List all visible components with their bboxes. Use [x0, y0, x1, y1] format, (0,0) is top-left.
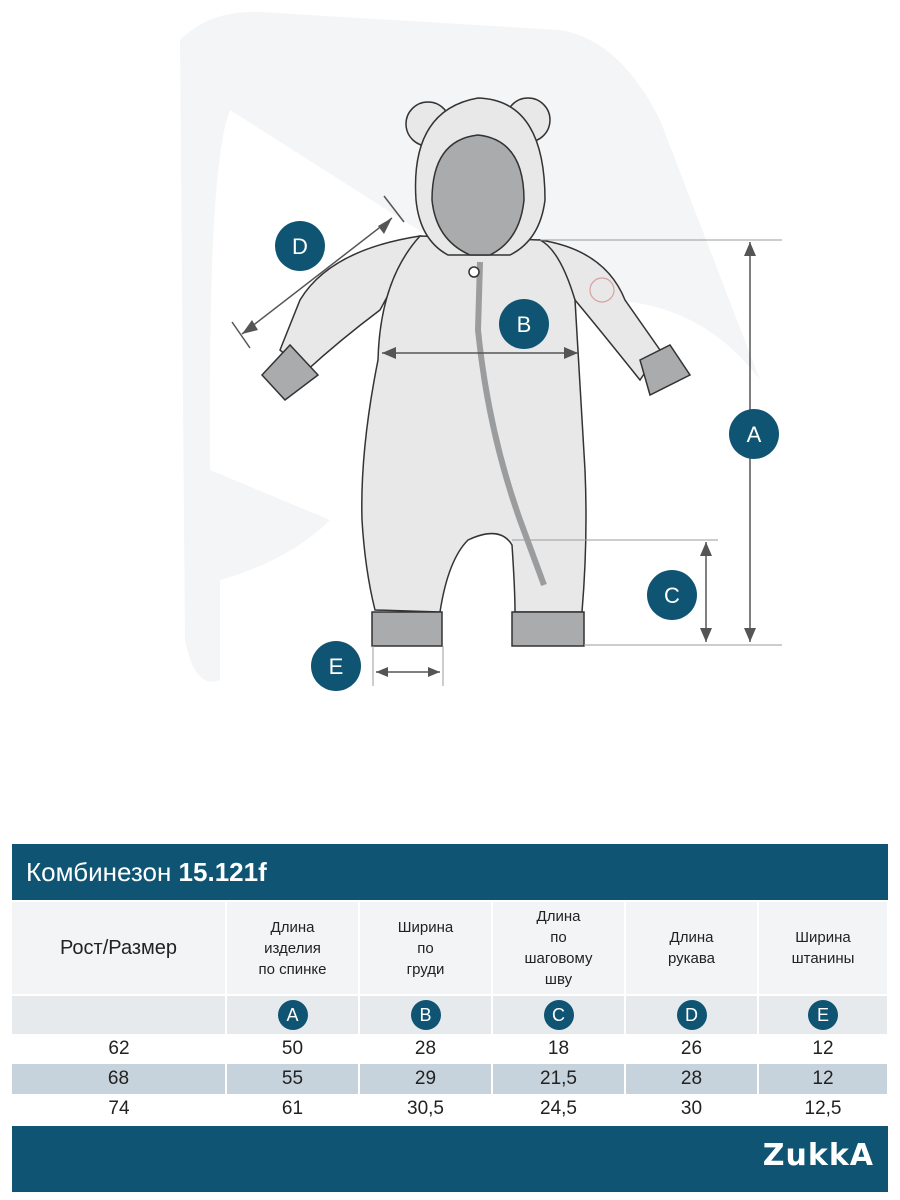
table-title [26, 857, 267, 888]
table-cell: 61 [281, 1098, 304, 1119]
header-line: по спинке [258, 960, 327, 978]
label-d-text: D [292, 234, 308, 259]
header-line: изделия [264, 939, 321, 957]
header-line: по [550, 929, 567, 946]
header-line: Длина [669, 929, 714, 946]
measure-badge-c: C [544, 1000, 574, 1030]
right-leg-cuff [512, 612, 584, 646]
table-row [12, 1094, 888, 1124]
title-model: 15.121f [178, 856, 267, 887]
header-line: шву [544, 971, 573, 988]
header-line: штанины [791, 950, 855, 967]
arrow-a-1 [744, 242, 756, 256]
table-cell: 50 [281, 1038, 304, 1059]
label-b [499, 299, 549, 349]
header-line: шаговому [524, 950, 593, 967]
table-cell: 12 [758, 1064, 888, 1094]
header-line: Ширина [397, 918, 454, 936]
header-line: Ширина [795, 929, 851, 946]
table-cell: 28 [414, 1038, 437, 1059]
brand-logo: ZukkA [762, 1138, 874, 1173]
label-c-text: C [664, 583, 680, 608]
header-cell [226, 902, 359, 995]
header-cell [758, 902, 888, 995]
arrow-d-2 [378, 218, 392, 234]
table-title-bar [12, 844, 888, 900]
label-a [729, 409, 779, 459]
label-e-text: E [328, 654, 344, 679]
table-row [12, 1064, 888, 1094]
measure-badge-d: D [677, 1000, 707, 1030]
label-b-text: B [516, 312, 532, 337]
header-cell [12, 902, 226, 995]
table-cell: 62 [108, 1038, 130, 1059]
title-prefix: Комбинезон [26, 856, 172, 887]
table-cell: 55 [226, 1064, 359, 1094]
header-line: Длина [270, 918, 315, 936]
table-cell: 26 [680, 1038, 703, 1059]
header-line: по [417, 939, 434, 957]
table-cell: 18 [547, 1038, 570, 1059]
size-table [12, 902, 889, 1124]
badge-cell [492, 995, 625, 1034]
badge-cell [226, 995, 359, 1034]
measure-badge-e: E [808, 1000, 838, 1030]
table-cell: 28 [625, 1064, 758, 1094]
measure-badge-a: A [278, 1000, 308, 1030]
measure-d-tick-1 [232, 322, 250, 348]
table-row [12, 1034, 888, 1064]
header-cell [625, 902, 758, 995]
badge-cell [758, 995, 888, 1034]
table-cell: 30 [680, 1098, 703, 1119]
badge-cell [12, 995, 226, 1034]
header-row [12, 902, 888, 995]
label-a-text: A [746, 422, 762, 447]
zipper-pull [469, 267, 479, 277]
arrow-e-1 [376, 667, 388, 677]
table-cell: 68 [12, 1064, 226, 1094]
table-cell: 29 [359, 1064, 492, 1094]
table-cell: 74 [108, 1098, 130, 1119]
header-line: груди [406, 960, 445, 978]
left-leg-cuff [372, 612, 442, 646]
badge-row [12, 995, 888, 1034]
label-e [311, 641, 361, 691]
footer-bar [12, 1126, 888, 1192]
body [362, 236, 586, 612]
measure-badge-b: B [411, 1000, 441, 1030]
table-cell: 21,5 [492, 1064, 625, 1094]
table-cell: 12,5 [804, 1098, 842, 1119]
header-line: рукава [667, 950, 716, 967]
hood-lining [432, 135, 524, 255]
badge-cell [359, 995, 492, 1034]
header-line: Длина [536, 908, 581, 925]
arrow-c-1 [700, 542, 712, 556]
header-line: Рост/Размер [59, 936, 178, 959]
arrow-a-2 [744, 628, 756, 642]
label-c [647, 570, 697, 620]
label-d [275, 221, 325, 271]
arrow-e-2 [428, 667, 440, 677]
table-cell: 30,5 [407, 1098, 444, 1119]
table-cell: 12 [812, 1038, 834, 1059]
table-cell: 24,5 [540, 1098, 577, 1119]
header-cell [359, 902, 492, 995]
arrow-d-1 [242, 320, 258, 334]
header-cell [492, 902, 625, 995]
badge-cell [625, 995, 758, 1034]
arrow-c-2 [700, 628, 712, 642]
